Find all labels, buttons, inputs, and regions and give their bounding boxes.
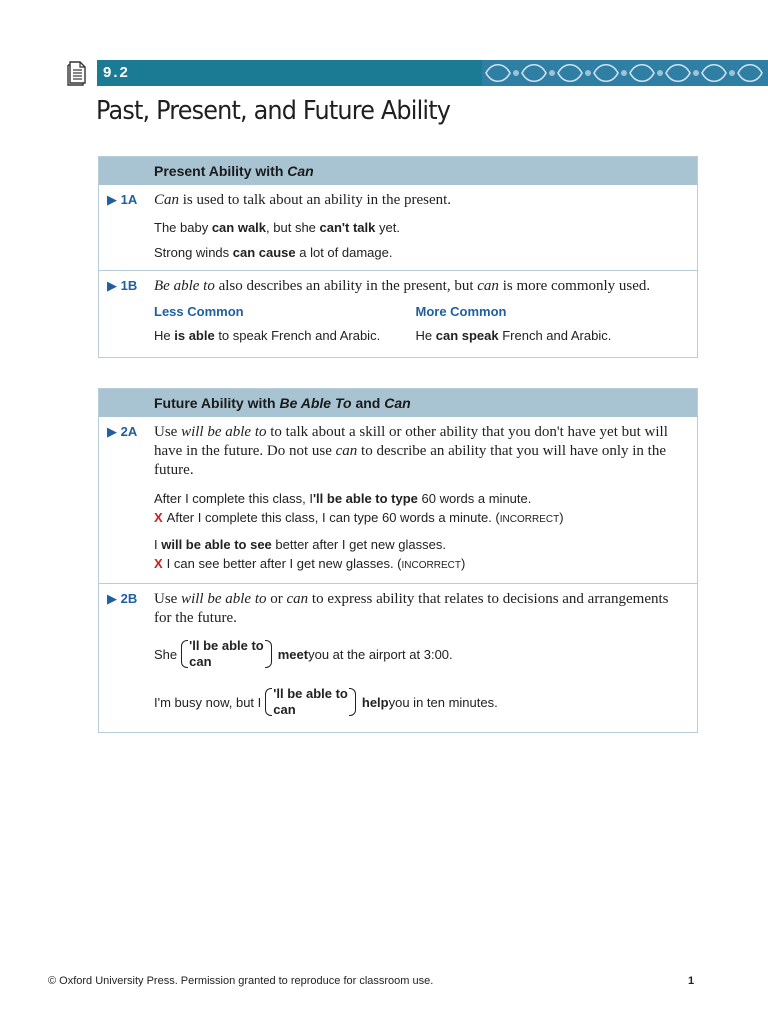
example-2b-2: I'm busy now, but I 'll be able to can help you in ten minutes. [154, 686, 498, 717]
section-number: 9.2 [103, 64, 130, 81]
less-common-column [154, 304, 416, 345]
section-number-bar [97, 60, 482, 86]
rule-2b [99, 583, 697, 732]
future-ability-header: Future Ability with Be Able To and Can [99, 389, 697, 417]
rule-2a [99, 417, 697, 583]
header-text: Present Ability with [154, 163, 288, 179]
tag-2a: ▶ 2A [107, 424, 138, 439]
example-2a-4: X I can see better after I get new glasses. (INCORRECT) [154, 556, 466, 571]
rule-1a [99, 185, 697, 270]
future-ability-box [98, 388, 698, 733]
document-icon [66, 60, 88, 86]
rule-1b-text: Be able to also describes an ability in the present, but can is more commonly used. [154, 278, 651, 294]
present-ability-box [98, 156, 698, 358]
page-title: Past, Present, and Future Ability [96, 96, 451, 126]
choice-brace: 'll be able to can [181, 638, 272, 670]
rule-1b [99, 270, 697, 357]
choice-brace: 'll be able to can [265, 686, 356, 718]
example-1a-2: Strong winds can cause a lot of damage. [154, 245, 393, 260]
header-em: Can [287, 163, 314, 179]
more-common-column [416, 304, 678, 345]
example-1a-1: The baby can walk, but she can't talk yet. [154, 220, 400, 235]
incorrect-x-icon: X [154, 510, 163, 525]
tag-1a: ▶ 1A [107, 192, 138, 207]
less-common-example: He is able to speak French and Arabic. [154, 328, 381, 343]
present-ability-header [99, 157, 697, 185]
example-2a-2: X After I complete this class, I can type 60 words a minute. (INCORRECT) [154, 510, 564, 525]
more-common-heading: More Common [415, 304, 507, 319]
rule-2b-text: Use will be able to or can to express ability that relates to decisions and arrangements for the future. [154, 591, 669, 626]
ornament-banner [482, 60, 768, 86]
more-common-example: He can speak French and Arabic. [415, 328, 612, 343]
rule-2a-text: Use will be able to to talk about a skill or other ability that you don't have yet but will have in the future. Do not use can to describe an ability that you will have only in the future. [154, 424, 668, 478]
tag-1b: ▶ 1B [107, 278, 138, 293]
rule-1a-text: Can is used to talk about an ability in the present. [154, 192, 452, 208]
example-2a-1: After I complete this class, I'll be able to type 60 words a minute. [154, 491, 532, 506]
page-number: 1 [688, 975, 695, 987]
less-common-heading: Less Common [154, 304, 244, 319]
copyright-notice: © Oxford University Press. Permission granted to reproduce for classroom use. [48, 975, 434, 987]
comparison-columns [154, 304, 677, 345]
example-2b-1: She 'll be able to can meet you at the airport at 3:00. [154, 638, 453, 669]
tag-2b: ▶ 2B [107, 591, 138, 606]
example-2a-3: I will be able to see better after I get new glasses. [154, 537, 446, 552]
incorrect-x-icon: X [154, 556, 163, 571]
